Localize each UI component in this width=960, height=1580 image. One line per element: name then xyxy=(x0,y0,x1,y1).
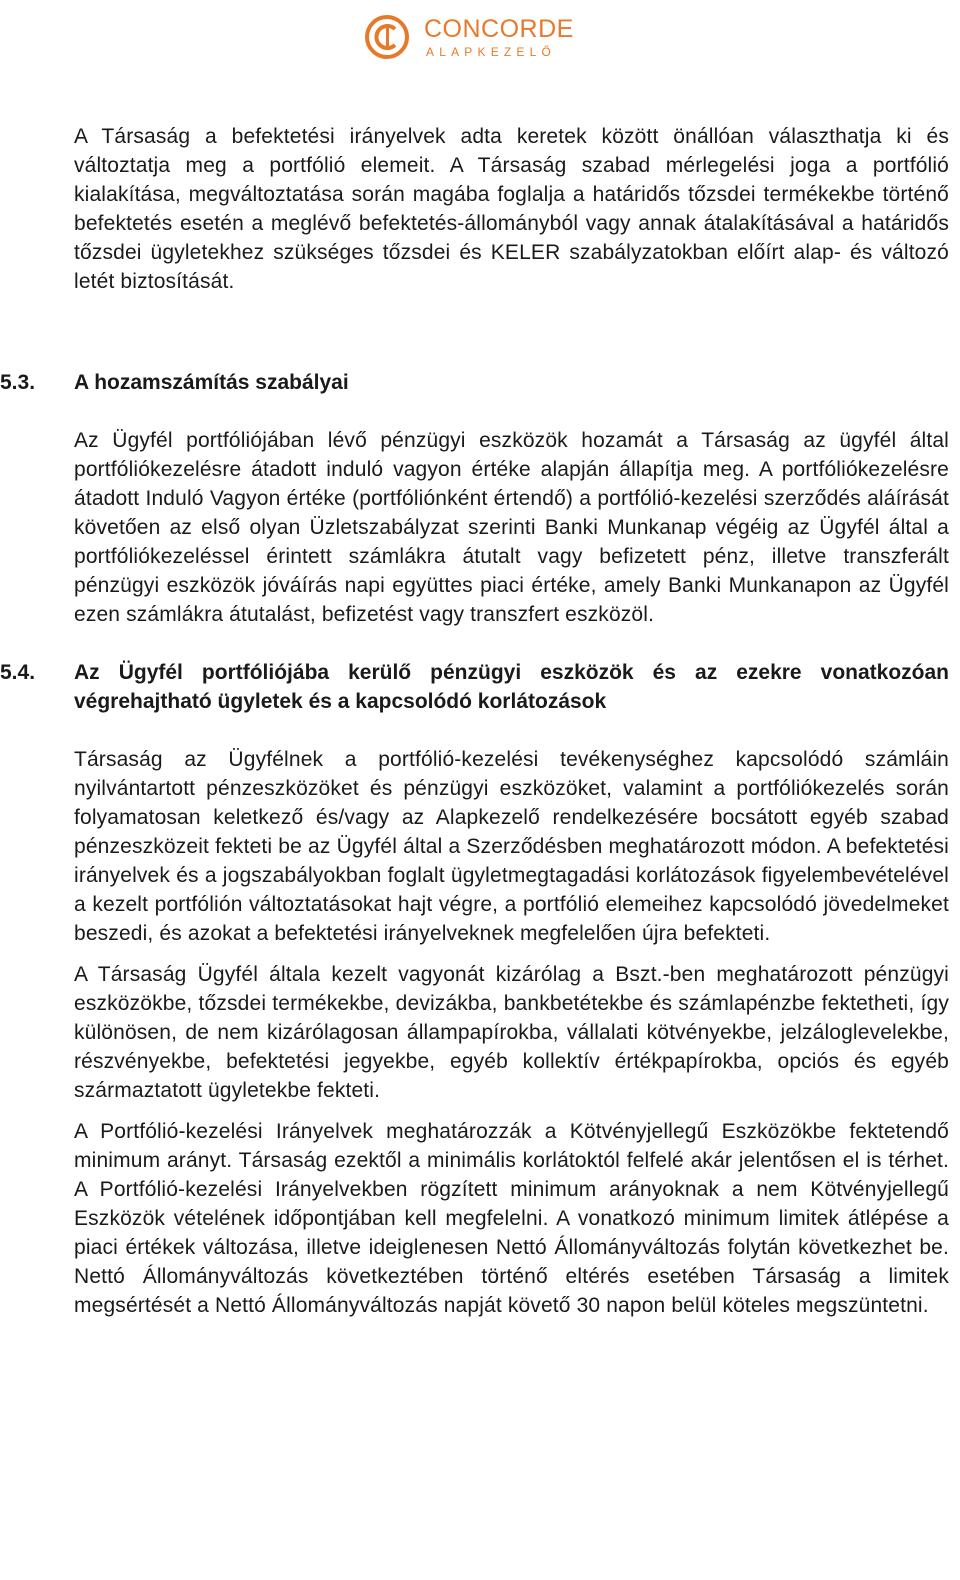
paragraph-5-4-b: A Társaság Ügyfél általa kezelt vagyonát kizárólag a Bszt.-ben meghatározott pénzügyi eszközökbe, tőzsdei termékekbe, devizákba, bankbetétekbe és számlapénzbe fektetheti, így különösen, de nem kizárólagosan állampapírokba, vállalati kötvényekbe, jelzáloglevelekbe, részvényekbe, befektetési jegyekbe, egyéb kollektív értékpapírokba, opciós és egyéb származtatott ügyletekbe fekteti. xyxy=(74,963,949,1102)
section-title: A hozamszámítás szabályai xyxy=(74,371,349,394)
brand-subtitle: ALAPKEZELŐ xyxy=(426,45,557,59)
section-number: 5.4. xyxy=(0,661,36,684)
company-logo xyxy=(364,14,594,60)
paragraph-5-3: Az Ügyfél portfóliójában lévő pénzügyi eszközök hozamát a Társaság az ügyfél által portfóliókezelésre átadott induló vagyon értéke alapján állapítja meg. A portfóliókezelésre átadott Induló Vagyon értéke (portfóliónként értendő) a portfólió-kezelési szerződés aláírását követően az első olyan Üzletszabályzat szerinti Banki Munkanap végéig az Ügyfél által a portfóliókezeléssel érintett számlákra átutalt vagy befizetett pénz, illetve transzferált pénzügyi eszközök jóváírás napi együttes piaci értéke, amely Banki Munkanapon az Ügyfél ezen számlákra átutalást, befizetést vagy transzfert eszközöl. xyxy=(74,429,949,626)
intro-paragraph: A Társaság a befektetési irányelvek adta keretek között önállóan választhatja ki és változtatja meg a portfólió elemeit. A Társaság szabad mérlegelési joga a portfólió kialakítása, megváltoztatása során magába foglalja a határidős tőzsdei termékekbe történő befektetés esetén a meglévő befektetés-állományból vagy annak átalakításával a határidős tőzsdei ügyletekhez szükséges tőzsdei és KELER szabályzatokban előírt alap- és változó letét biztosítását. xyxy=(74,125,949,293)
section-number: 5.3. xyxy=(0,371,36,394)
section-title: Az Ügyfél portfóliójába kerülő pénzügyi eszközök és az ezekre vonatkozóan végrehajtható ügyletek és a kapcsolódó korlátozások xyxy=(74,661,949,713)
section-heading-5-4 xyxy=(0,658,949,716)
paragraph-5-4-a: Társaság az Ügyfélnek a portfólió-kezelési tevékenységhez kapcsolódó számláin nyilvántartott pénzeszközöket és pénzügyi eszközöket, valamint a portfóliókezelés során folyamatosan keletkező és/vagy az Alapkezelő rendelkezésére bocsátott egyéb szabad pénzeszközeit fekteti be az Ügyfél által a Szerződésben meghatározott módon. A befektetési irányelvek és a jogszabályokban foglalt ügyletmegtagadási korlátozások figyelembevételével a kezelt portfólión változtatásokat hajt végre, a portfólió elemeihez kapcsolódó jövedelmeket beszedi, és azokat a befektetési irányelveknek megfelelően újra befekteti. xyxy=(74,748,949,945)
brand-name: CONCORDE xyxy=(424,15,574,43)
section-heading-5-3 xyxy=(0,368,949,397)
paragraph-5-4-c: A Portfólió-kezelési Irányelvek meghatározzák a Kötvényjellegű Eszközökbe fektetendő minimum arányt. Társaság ezektől a minimális korlátoktól felfelé akár jelentősen el is térhet. A Portfólió-kezelési Irányelvekben rögzített minimum arányoknak a nem Kötvényjellegű Eszközök vételének időpontjában kell megfelelni. A vonatkozó minimum limitek átlépése a piaci értékek változása, illetve ideiglenesen Nettó Állományváltozás folytán következhet be. Nettó Állományváltozás következtében történő eltérés esetében Társaság a limitek megsértését a Nettó Állományváltozás napját követő 30 napon belül köteles megszüntetni. xyxy=(74,1120,949,1317)
document-body xyxy=(0,122,949,1320)
concorde-logo-icon xyxy=(364,14,410,60)
